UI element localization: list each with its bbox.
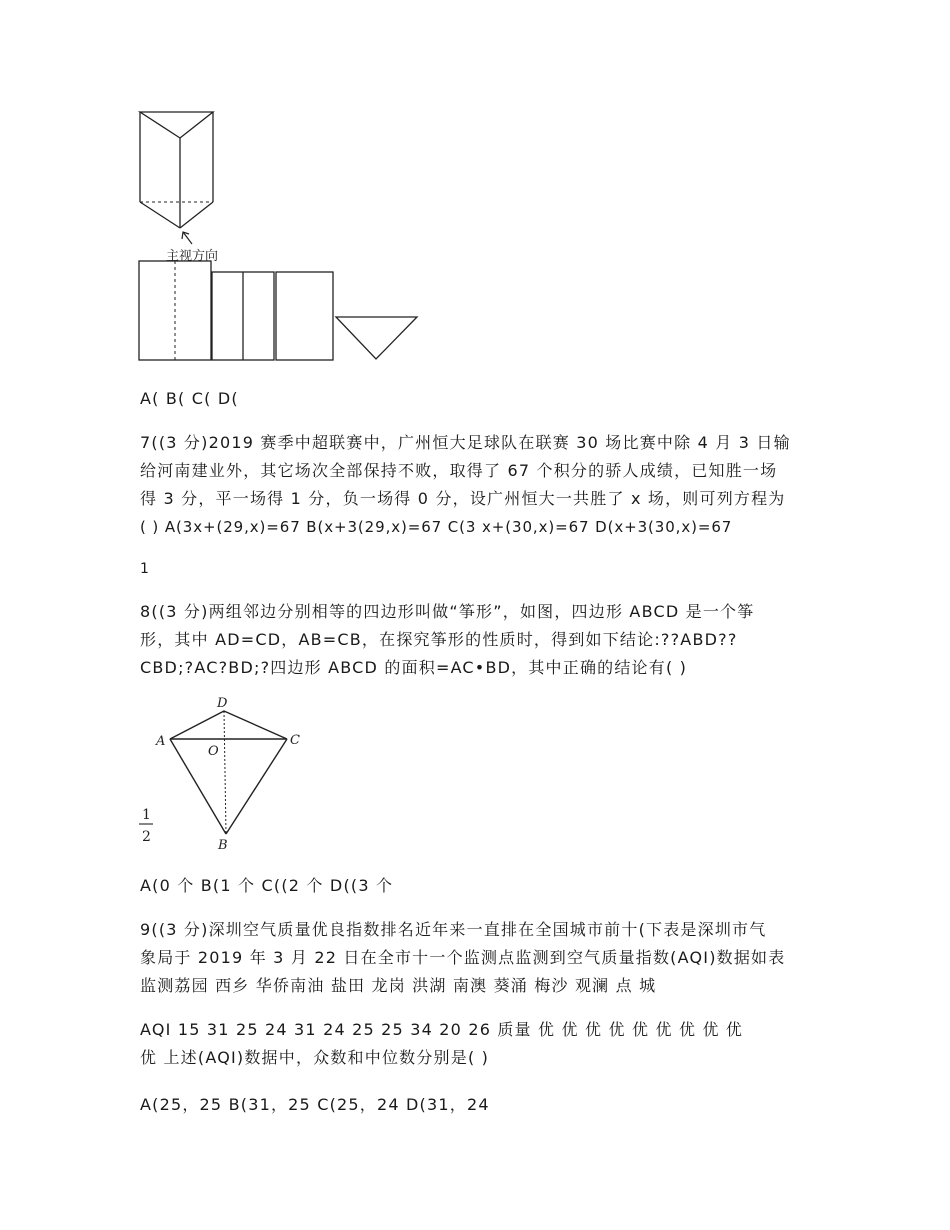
- kite-label-o: O: [208, 744, 219, 759]
- kite-label-d: D: [217, 696, 228, 711]
- view-direction-label: 主视方向: [166, 249, 219, 264]
- q9-options: A(25，25 B(31，25 C(25，24 D(31，24: [140, 1095, 490, 1114]
- q7-line-4: ( ) A(3x+(29,x)=67 B(x+3(29,x)=67 C(3 x+(30,x)=67 D(x+3(30,x)=67: [140, 518, 733, 536]
- q7-line-3: 得 3 分，平一场得 1 分，负一场得 0 分，设广州恒大一共胜了 x 场，则可列方程为: [140, 489, 786, 508]
- q9-line-5: 优 上述(AQI)数据中，众数和中位数分别是( ): [140, 1048, 490, 1067]
- q8-line-2: 形，其中 AD=CD，AB=CB，在探究筝形的性质时，得到如下结论:??ABD??: [140, 630, 738, 649]
- kite-label-a: A: [156, 734, 166, 749]
- prism-figure: [136, 108, 226, 268]
- kite-diagonal-bd: [224, 711, 226, 834]
- view-options-figure: [136, 258, 426, 364]
- prism-top-triangle: [140, 112, 213, 138]
- option-c-view: [276, 272, 333, 360]
- option-d-view: [336, 317, 417, 359]
- q9-line-2: 象局于 2019 年 3 月 22 日在全市十一个监测点监测到空气质量指数(AQI)数据如表: [140, 948, 786, 967]
- prism-bottom-left: [140, 202, 180, 228]
- q9-line-1: 9((3 分)深圳空气质量优良指数排名近年来一直排在全国城市前十(下表是深圳市气: [140, 920, 767, 939]
- q7-line-2: 给河南建业外，其它场次全部保持不败，取得了 67 个积分的骄人成绩，已知胜一场: [140, 461, 778, 480]
- kite-figure: [136, 694, 306, 854]
- page-number: 1: [140, 561, 151, 577]
- kite-label-b: B: [218, 838, 228, 853]
- fraction-numerator: 1: [142, 807, 151, 823]
- q7-line-1: 7((3 分)2019 赛季中超联赛中，广州恒大足球队在联赛 30 场比赛中除 4 月 3 日输: [140, 433, 791, 452]
- q8-line-1: 8((3 分)两组邻边分别相等的四边形叫做“筝形”，如图，四边形 ABCD 是一个筝: [140, 602, 755, 621]
- q8-line-3: CBD;?AC?BD;?四边形 ABCD 的面积=AC•BD，其中正确的结论有( ): [140, 658, 688, 677]
- kite-side-cb: [226, 739, 287, 834]
- q9-line-4: AQI 15 31 25 24 31 24 25 25 34 20 26 质量 优 优 优 优 优 优 优 优 优: [140, 1020, 744, 1039]
- kite-label-c: C: [290, 733, 300, 748]
- fraction-denominator: 2: [142, 829, 151, 845]
- q6-options: A( B( C( D(: [140, 389, 239, 408]
- prism-bottom-right: [180, 202, 213, 228]
- q8-options: A(0 个 B(1 个 C((2 个 D((3 个: [140, 876, 394, 895]
- q9-line-3: 监测荔园 西乡 华侨南油 盐田 龙岗 洪湖 南澳 葵涌 梅沙 观澜 点 城: [140, 976, 657, 995]
- kite-outline: [170, 711, 287, 739]
